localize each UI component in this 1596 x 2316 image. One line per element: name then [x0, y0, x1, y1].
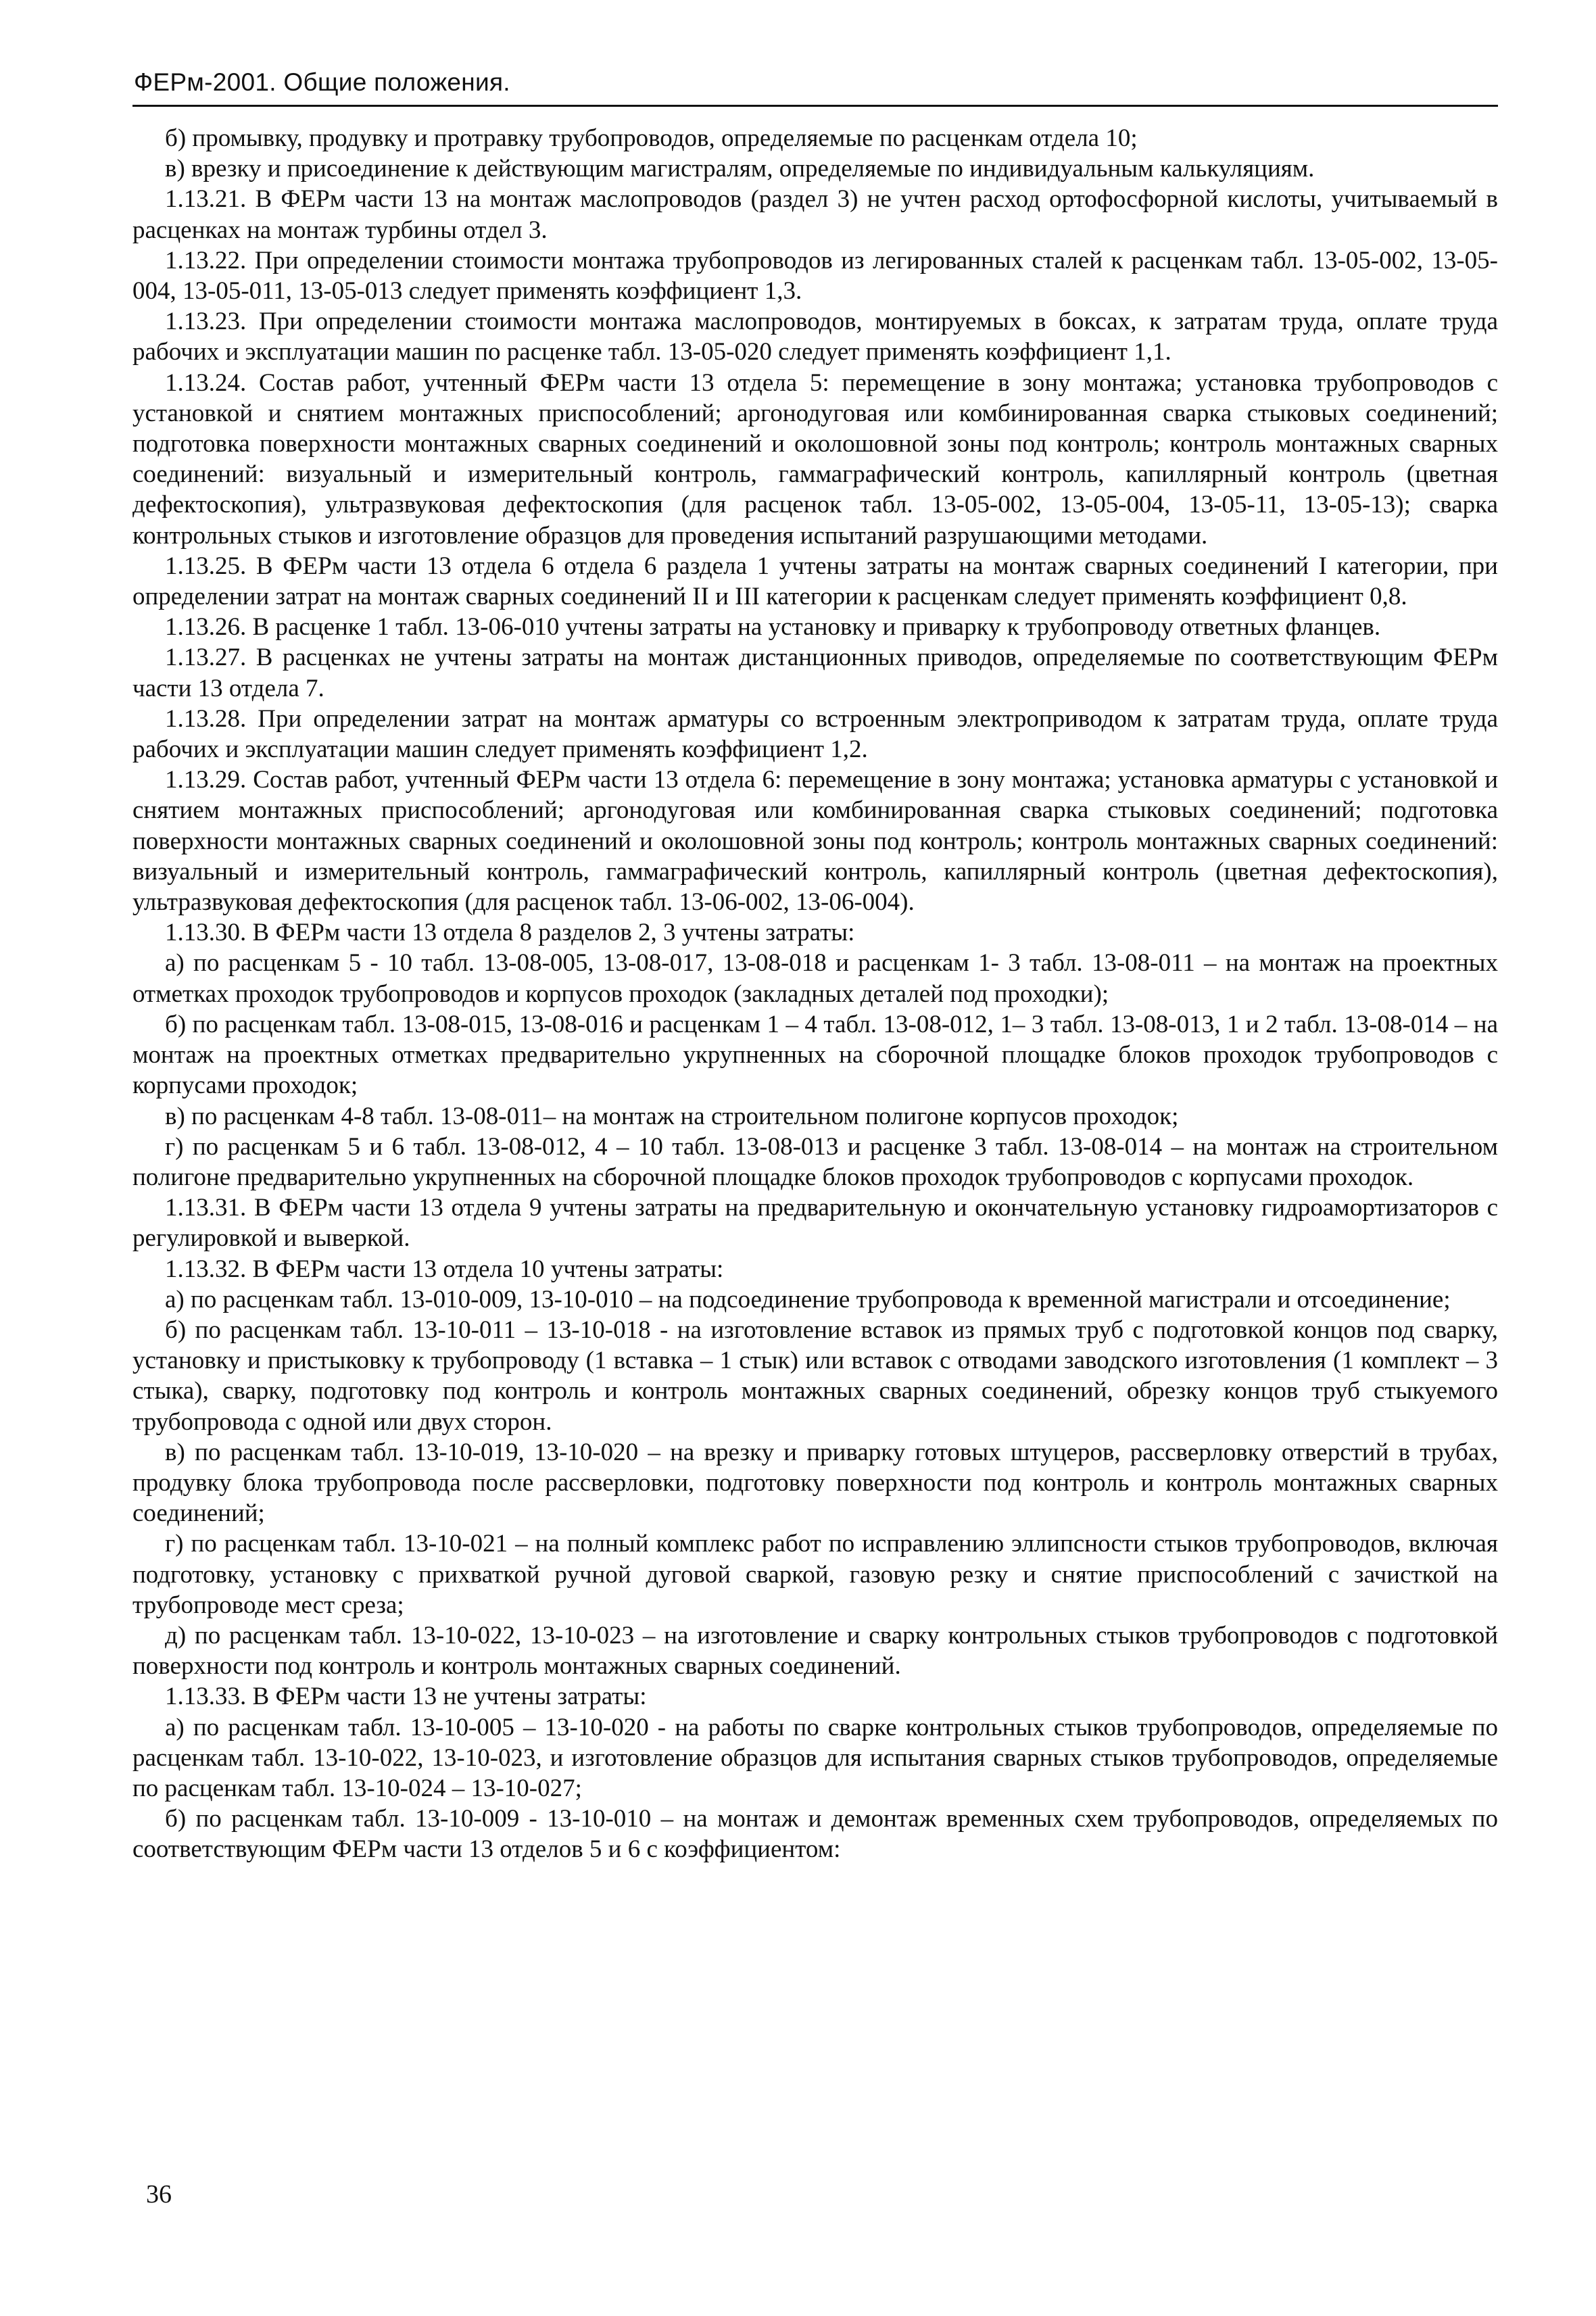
paragraph: 1.13.31. В ФЕРм части 13 отдела 9 учтены затраты на предварительную и окончательную установку гидроамортизаторов с регулировкой и выверкой.	[132, 1194, 1498, 1253]
paragraph: б) по расценкам табл. 13-10-009 - 13-10-010 – на монтаж и демонтаж временных схем трубопроводов, определяемых по соответствующим ФЕРм части 13 отделов 5 и 6 с коэффициентом:	[132, 1805, 1498, 1864]
paragraph: в) по расценкам 4-8 табл. 13-08-011– на монтаж на строительном полигоне корпусов проходок;	[165, 1102, 1179, 1130]
paragraph: 1.13.29. Состав работ, учтенный ФЕРм части 13 отдела 6: перемещение в зону монтажа; установка арматуры с установкой и снятием монтажных приспособлений; аргонодуговая или комбинированная сварка стыковых соединений; подготовка поверхности монтажных сварных соединений и околошовной зоны под контроль; контроль монтажных сварных соединений: визуальный и измерительный контроль, гаммаграфический контроль, капиллярный контроль (цветная дефектоскопия), ультразвуковая дефектоскопия (для расценок табл. 13-06-002, 13-06-004).	[132, 766, 1498, 917]
paragraph: д) по расценкам табл. 13-10-022, 13-10-023 – на изготовление и сварку контрольных стыков трубопроводов с подготовкой поверхности под контроль и контроль монтажных сварных соединений.	[132, 1621, 1498, 1681]
paragraph: б) по расценкам табл. 13-08-015, 13-08-016 и расценкам 1 – 4 табл. 13-08-012, 1– 3 табл. 13-08-013, 1 и 2 табл. 13-08-014 – на монтаж на проектных отметках предварительно укрупненных на сборочной площадке блоков проходок трубопроводов с корпусами проходок;	[132, 1010, 1498, 1100]
paragraph: а) по расценкам табл. 13-010-009, 13-10-010 – на подсоединение трубопровода к временной магистрали и отсоединение;	[165, 1285, 1451, 1313]
running-header-title: ФЕРм-2001. Общие положения.	[134, 68, 510, 96]
paragraph: 1.13.30. В ФЕРм части 13 отдела 8 разделов 2, 3 учтены затраты:	[165, 919, 855, 947]
page-header	[132, 59, 1498, 107]
paragraph: б) промывку, продувку и протравку трубопроводов, определяемые по расценкам отдела 10;	[165, 124, 1138, 152]
paragraph: а) по расценкам 5 - 10 табл. 13-08-005, 13-08-017, 13-08-018 и расценкам 1- 3 табл. 13-08-011 – на монтаж на проектных отметках проходок трубопроводов и корпусов проходок (закладных деталей под проходки);	[132, 949, 1498, 1008]
paragraph: 1.13.27. В расценках не учтены затраты на монтаж дистанционных приводов, определяемые по соответствующим ФЕРм части 13 отдела 7.	[132, 644, 1498, 702]
paragraph: 1.13.23. При определении стоимости монтажа маслопроводов, монтируемых в боксах, к затратам труда, оплате труда рабочих и эксплуатации машин по расценке табл. 13-05-020 следует применять коэффициент 1,1.	[132, 308, 1498, 366]
paragraph: г) по расценкам табл. 13-10-021 – на полный комплекс работ по исправлению эллипсности стыков трубопроводов, включая подготовку, установку с прихваткой ручной дуговой сваркой, газовую резку и снятие приспособлений с зачисткой на трубопроводе мест среза;	[132, 1530, 1498, 1619]
paragraph: 1.13.33. В ФЕРм части 13 не учтены затраты:	[165, 1683, 647, 1711]
paragraph: 1.13.32. В ФЕРм части 13 отдела 10 учтены затраты:	[165, 1255, 724, 1283]
paragraph: 1.13.22. При определении стоимости монтажа трубопроводов из легированных сталей к расценкам табл. 13-05-002, 13-05-004, 13-05-011, 13-05-013 следует применять коэффициент 1,3.	[132, 246, 1498, 306]
paragraph: а) по расценкам табл. 13-10-005 – 13-10-020 - на работы по сварке контрольных стыков трубопроводов, определяемые по расценкам табл. 13-10-022, 13-10-023, и изготовление образцов для испытания сварных стыков трубопроводов, определяемые по расценкам табл. 13-10-024 – 13-10-027;	[132, 1713, 1498, 1802]
paragraph: б) по расценкам табл. 13-10-011 – 13-10-018 - на изготовление вставок из прямых труб с подготовкой концов под сварку, установку и пристыковку к трубопроводу (1 вставка – 1 стык) или вставок с отводами заводского изготовления (1 комплект – 3 стыка), сварку, подготовку под контроль и контроль монтажных сварных соединений, обрезку концов труб стыкуемого трубопровода с одной или двух сторон.	[132, 1316, 1498, 1436]
paragraph: 1.13.26. В расценке 1 табл. 13-06-010 учтены затраты на установку и приварку к трубопроводу ответных фланцев.	[165, 613, 1381, 642]
paragraph: 1.13.21. В ФЕРм части 13 на монтаж маслопроводов (раздел 3) не учтен расход ортофосфорной кислоты, учитываемый в расценках на монтаж турбины отдел 3.	[132, 185, 1498, 244]
paragraph: в) по расценкам табл. 13-10-019, 13-10-020 – на врезку и приварку готовых штуцеров, рассверловку отверстий в трубах, продувку блока трубопровода после рассверловки, подготовку поверхности под контроль и контроль монтажных сварных соединений;	[132, 1438, 1498, 1528]
paragraph: 1.13.25. В ФЕРм части 13 отдела 6 отдела 6 раздела 1 учтены затраты на монтаж сварных соединений I категории, при определении затрат на монтаж сварных соединений II и III категории к расценкам следует применять коэффициент 0,8.	[132, 552, 1498, 611]
paragraph: 1.13.24. Состав работ, учтенный ФЕРм части 13 отдела 5: перемещение в зону монтажа; установка трубопроводов с установкой и снятием монтажных приспособлений; аргонодуговая или комбинированная сварка стыковых соединений; подготовка поверхности монтажных сварных соединений и околошовной зоны под контроль; контроль монтажных сварных соединений: визуальный и измерительный контроль, гаммаграфический контроль, капиллярный контроль (цветная дефектоскопия), ультразвуковая дефектоскопия (для расценок табл. 13-05-002, 13-05-004, 13-05-11, 13-05-13); сварка контрольных стыков и изготовление образцов для проведения испытаний разрушающими методами.	[132, 368, 1498, 550]
document-body	[132, 123, 1498, 1865]
paragraph: в) врезку и присоединение к действующим магистралям, определяемые по индивидуальным калькуляциям.	[165, 155, 1315, 183]
page-number: 36	[146, 2180, 172, 2209]
paragraph: 1.13.28. При определении затрат на монтаж арматуры со встроенным электроприводом к затратам труда, оплате труда рабочих и эксплуатации машин следует применять коэффициент 1,2.	[132, 704, 1498, 764]
paragraph: г) по расценкам 5 и 6 табл. 13-08-012, 4 – 10 табл. 13-08-013 и расценке 3 табл. 13-08-014 – на монтаж на строительном полигоне предварительно укрупненных на сборочной площадке блоков проходок трубопроводов с корпусами проходок.	[132, 1132, 1498, 1191]
